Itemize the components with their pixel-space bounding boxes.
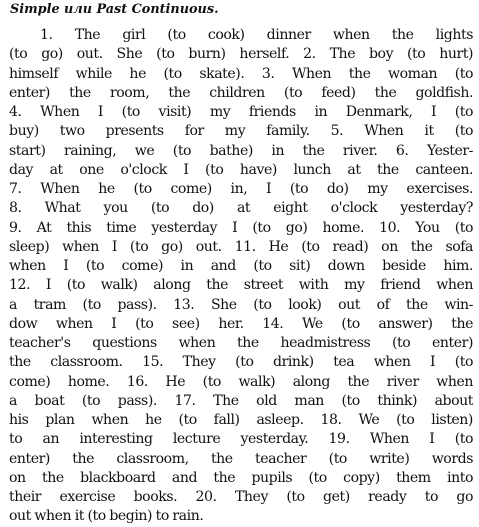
text-line: enter) the classroom, the teacher (to write) words [9, 450, 473, 467]
text-line: come) home. 16. He (to walk) along the river when [9, 373, 473, 390]
text-line: 7. When he (to come) in, I (to do) my exercises. [9, 181, 473, 197]
text-line: start) raining, we (to bathe) in the river. 6. Yester- [9, 142, 473, 159]
text-line-last: out when it (to begin) to rain. [9, 508, 204, 525]
text-line: the classroom. 15. They (to drink) tea when I (to [9, 354, 473, 371]
text-line: their exercise books. 20. They (to get) ready to go [9, 489, 473, 505]
text-line: (to go) out. She (to burn) herself. 2. The boy (to hurt) [9, 46, 473, 63]
heading-line-2: Simple или Past Continuous. [10, 2, 219, 17]
text-line: a tram (to pass). 13. She (to look) out of the win- [9, 296, 473, 313]
text-line: day at one o'clock I (to have) lunch at the canteen. [9, 161, 473, 178]
text-line: 12. I (to walk) along the street with my friend when [9, 277, 473, 294]
text-line: his plan when he (to fall) asleep. 18. We (to listen) [9, 412, 473, 428]
exercise-heading [10, 0, 479, 18]
text-line: dow when I (to see) her. 14. We (to answer) the [9, 315, 473, 332]
text-line: a boat (to pass). 17. The old man (to think) about [9, 392, 473, 409]
text-line: 1. The girl (to cook) dinner when the lights [40, 27, 473, 43]
text-line: 9. At this time yesterday I (to go) home. 10. You (to [9, 219, 473, 236]
text-line: enter) the room, the children (to feed) the goldfish. [9, 84, 473, 101]
text-line: himself while he (to skate). 3. When the woman (to [9, 65, 473, 82]
text-line: 4. When I (to visit) my friends in Denmark, I (to [9, 104, 473, 120]
text-line: when I (to come) in and (to sit) down beside him. [9, 258, 473, 274]
text-line: buy) two presents for my family. 5. When it (to [9, 123, 473, 140]
exercise-text [0, 26, 479, 527]
text-line: on the blackboard and the pupils (to copy) them into [9, 469, 473, 486]
text-line: to an interesting lecture yesterday. 19. When I (to [9, 431, 473, 448]
text-line: teacher's questions when the headmistress (to enter) [9, 335, 473, 351]
text-line: 8. What you (to do) at eight o'clock yesterday? [9, 200, 473, 217]
text-line: sleep) when I (to go) out. 11. He (to read) on the sofa [9, 238, 473, 255]
